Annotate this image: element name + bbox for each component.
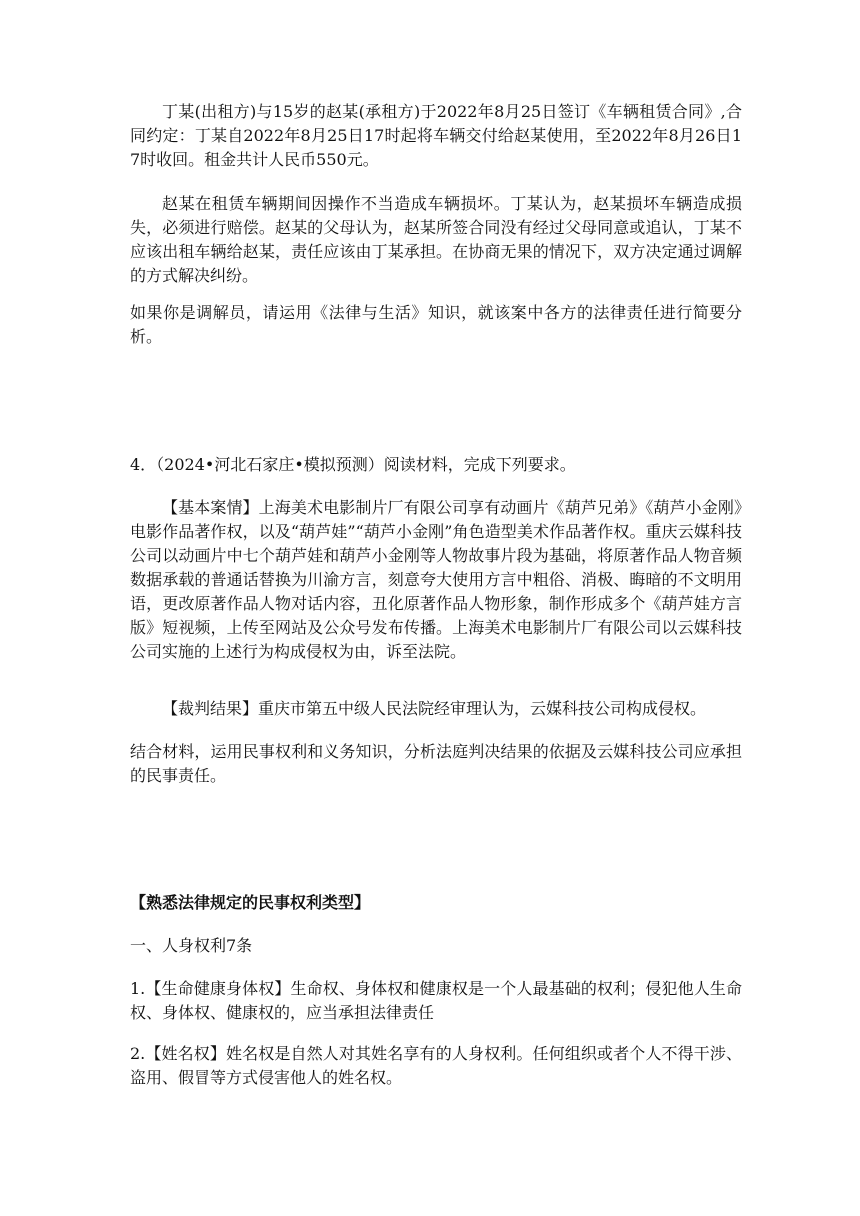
case1-paragraph-2: 赵某在租赁车辆期间因操作不当造成车辆损坏。丁某认为，赵某损坏车辆造成损失，必须进行赔偿。赵某的父母认为，赵某所签合同没有经过父母同意或追认，丁某不应该出租车辆给赵某，责任应该由丁某承担。在协商无果的情况下，双方决定通过调解的方式解决纠纷。 — [130, 194, 742, 285]
rights-item-2: 2.【姓名权】姓名权是自然人对其姓名享有的人身权利。任何组织或者个人不得干涉、盗用、假冒等方式侵害他人的姓名权。 — [130, 1044, 742, 1087]
question-4-basic-case: 【基本案情】上海美术电影制片厂有限公司享有动画片《葫芦兄弟》《葫芦小金刚》电影作品著作权，以及“葫芦娃”“葫芦小金刚”角色造型美术作品著作权。重庆云媒科技公司以动画片中七个葫芦娃和葫芦小金刚等人物故事片段为基础，将原著作品人物音频数据承载的普通话替换为川渝方言，刻意夸大使用方言中粗俗、消极、晦暗的不文明用语，更改原著作品人物对话内容，丑化原著作品人物形象，制作形成多个《葫芦娃方言版》短视频，上传至网站及公众号发布传播。上海美术电影制片厂有限公司以云媒科技公司实施的上述行为构成侵权为由，诉至法院。 — [130, 498, 742, 661]
question-4-question: 结合材料，运用民事权利和义务知识，分析法庭判决结果的依据及云媒科技公司应承担的民事责任。 — [130, 742, 742, 785]
question-4-heading: 4．（2024•河北石家庄•模拟预测）阅读材料，完成下列要求。 — [130, 455, 576, 474]
rights-section-title: 【熟悉法律规定的民事权利类型】 — [130, 893, 371, 912]
case1-paragraph-1: 丁某(出租方)与15岁的赵某(承租方)于2022年8月25日签订《车辆租赁合同》,合同约定：丁某自2022年8月25日17时起将车辆交付给赵某使用，至2022年8月26日17时收回。租金共计人民币550元。 — [130, 102, 742, 169]
rights-item-1: 1.【生命健康身体权】生命权、身体权和健康权是一个人最基础的权利；侵犯他人生命权、身体权、健康权的，应当承担法律责任 — [130, 979, 742, 1022]
rights-section-subtitle: 一、人身权利7条 — [130, 936, 253, 955]
question-4-ruling: 【裁判结果】重庆市第五中级人民法院经审理认为，云媒科技公司构成侵权。 — [162, 699, 707, 718]
case1-question: 如果你是调解员，请运用《法律与生活》知识，就该案中各方的法律责任进行简要分析。 — [130, 303, 742, 346]
